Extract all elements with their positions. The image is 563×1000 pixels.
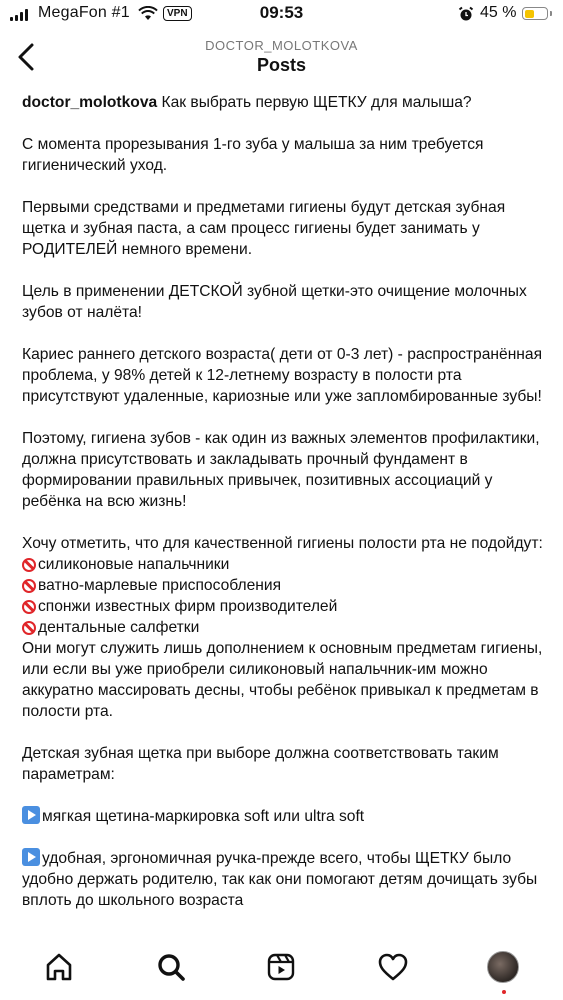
- list-item-text: спонжи известных фирм производителей: [38, 598, 338, 615]
- status-bar: [0, 0, 563, 30]
- param-text: мягкая щетина-маркировка soft или ultra soft: [42, 808, 365, 825]
- carrier-name: MegaFon #1: [38, 4, 130, 21]
- caption-first-line: [22, 92, 546, 113]
- caption-paragraph: Детская зубная щетка при выборе должна соответствовать таким параметрам:: [22, 745, 499, 783]
- battery-icon: [522, 7, 548, 20]
- battery-tip: [550, 11, 552, 16]
- list-item: [22, 554, 546, 575]
- list-item-text: силиконовые напальчники: [38, 556, 230, 573]
- author-username[interactable]: doctor_molotkova: [22, 94, 158, 111]
- notification-dot: [502, 990, 506, 994]
- play-button-icon: [22, 848, 40, 866]
- param-text: удобная, эргономичная ручка-прежде всего, чтобы ЩЕТКУ было удобно держать родителю, так как они помогают детям дочищать зубы вплоть до школьного возраста: [22, 850, 538, 909]
- battery-percent: 45 %: [480, 4, 517, 21]
- tab-activity[interactable]: [376, 950, 410, 984]
- search-icon: [156, 952, 186, 982]
- caption-paragraph: С момента прорезывания 1-го зуба у малыша за ним требуется гигиенический уход.: [22, 136, 484, 174]
- caption-paragraph: Первыми средствами и предметами гигиены будут детская зубная щетка и зубная паста, а сам процесс гигиены будет занимать у РОДИТЕЛЕЙ немного времени.: [22, 199, 506, 258]
- play-button-icon: [22, 806, 40, 824]
- post-caption: [22, 92, 546, 932]
- prohibited-icon: [22, 621, 36, 635]
- header-username: DOCTOR_MOLOTKOVA: [205, 38, 358, 53]
- prohibited-icon: [22, 558, 36, 572]
- caption-param: [22, 806, 546, 827]
- list-item-text: дентальные салфетки: [38, 619, 200, 636]
- clock: 09:53: [259, 3, 304, 22]
- prohibited-icon: [22, 600, 36, 614]
- list-item: [22, 596, 546, 617]
- tab-reels[interactable]: [264, 950, 298, 984]
- tab-home[interactable]: [42, 950, 76, 984]
- caption-paragraph: Цель в применении ДЕТСКОЙ зубной щетки-это очищение молочных зубов от налёта!: [22, 283, 527, 321]
- prohibited-icon: [22, 579, 36, 593]
- home-icon: [44, 952, 74, 982]
- list-item: [22, 617, 546, 638]
- caption-paragraph: Они могут служить лишь дополнением к основным предметам гигиены, или если вы уже приобрели силиконовый напальчник-им можно аккуратно массировать десны, чтобы ребёнок привыкал к предметам в полости рта.: [22, 640, 543, 720]
- tab-search[interactable]: [154, 950, 188, 984]
- alarm-icon: [458, 6, 474, 22]
- page-title: Posts: [256, 55, 307, 75]
- list-item: [22, 575, 546, 596]
- bottom-tab-bar: [0, 932, 563, 1000]
- caption-paragraph: Кариес раннего детского возраста( дети от 0-3 лет) - распространённая проблема, у 98% детей к 12-летнему возрасту в полости рта присутствуют удаленные, кариозные или уже запломбированные зубы!: [22, 346, 543, 405]
- profile-avatar: [487, 951, 519, 983]
- caption-heading: Как выбрать первую ЩЕТКУ для малыша?: [161, 94, 472, 111]
- heart-icon: [377, 952, 409, 982]
- list-item-text: ватно-марлевые приспособления: [38, 577, 282, 594]
- caption-param: [22, 848, 546, 911]
- vpn-badge: VPN: [163, 6, 192, 21]
- caption-paragraph: Хочу отметить, что для качественной гигиены полости рта не подойдут:: [22, 535, 543, 552]
- caption-paragraph: Поэтому, гигиена зубов - как один из важных элементов профилактики, должна присутствовать и закладывать прочный фундамент в формировании правильных привычек, позитивных ассоциаций у ребёнка на всю жизнь!: [22, 430, 540, 510]
- navigation-header: [0, 30, 563, 86]
- tab-profile[interactable]: [486, 950, 520, 984]
- reels-icon: [266, 952, 296, 982]
